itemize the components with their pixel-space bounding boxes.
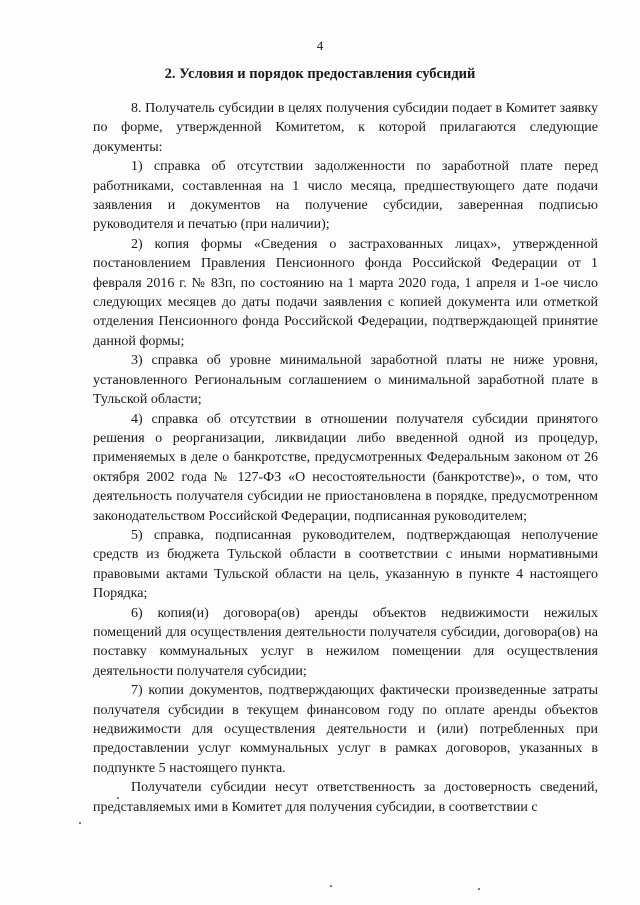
paragraph-responsibility: Получатели субсидии несут ответственность за достоверность сведений, представляемых ими в Комитет для получения субсидии, в соответствии с bbox=[93, 780, 598, 815]
paragraph-item-2: 2) копия формы «Сведения о застрахованных лицах», утвержденной постановлением Правления Пенсионного фонда Российской Федерации от 1 февраля 2016 г. № 83п, по состоянию на 1 марта 2020 года, 1 апреля и 1-ое число следующих месяцев до даты подачи заявления с копией документа или отметкой отделения Пенсионного фонда Российской Федерации, подтверждающей принятие данной формы; bbox=[93, 236, 598, 349]
paragraph-item-1: 1) справка об отсутствии задолженности по заработной плате перед работниками, составленная на 1 число месяца, предшествующего дате подачи заявления и документов на получение субсидии, заверенная подписью руководителя и печатью (при наличии); bbox=[93, 159, 598, 233]
paragraph-item-5: 5) справка, подписанная руководителем, подтверждающая неполучение средств из бюджета Тульской области в соответствии с иными нормативными правовыми актами Тульской области на цель, указанную в пункте 4 настоящего Порядка; bbox=[93, 527, 598, 602]
document-body bbox=[93, 99, 598, 817]
scan-speck bbox=[330, 885, 332, 887]
page-number: 4 bbox=[316, 38, 324, 53]
scan-speck bbox=[79, 822, 81, 824]
scan-speck bbox=[478, 888, 480, 890]
paragraph-item-6: 6) копия(и) договора(ов) аренды объектов недвижимости нежилых помещений для осуществления деятельности получателя субсидии, договора(ов) на поставку коммунальных услуг в нежилом помещении для осуществления деятельности получателя субсидии; bbox=[93, 605, 598, 679]
paragraph-item-3: 3) справка об уровне минимальной заработной платы не ниже уровня, установленного Региональным соглашением о минимальной заработной плате в Тульской области; bbox=[93, 353, 598, 408]
paragraph-item-7: 7) копии документов, подтверждающих фактически произведенные затраты получателя субсидии в текущем финансовом году по оплате аренды объектов недвижимости для осуществления деятельности и (или) потребленных при предоставлении услуг коммунальных услуг в рамках договоров, указанных в подпункте 5 настоящего пункта. bbox=[93, 683, 598, 776]
paragraph-item-4: 4) справка об отсутствии в отношении получателя субсидии принятого решения о реорганизации, ликвидации либо введенной одной из процедур, применяемых в деле о банкротстве, предусмотренных Федеральным законом от 26 октября 2002 года № 127-ФЗ «О несостоятельности (банкротстве)», о том, что деятельность получателя субсидии не приостановлена в порядке, предусмотренном законодательством Российской Федерации, подписанная руководителем; bbox=[93, 411, 598, 524]
scan-speck bbox=[117, 797, 119, 799]
section-title: 2. Условия и порядок предоставления субсидий bbox=[164, 66, 476, 82]
paragraph-8-intro: 8. Получатель субсидии в целях получения субсидии подает в Комитет заявку по форме, утвержденной Комитетом, к которой прилагаются следующие документы: bbox=[93, 101, 598, 155]
